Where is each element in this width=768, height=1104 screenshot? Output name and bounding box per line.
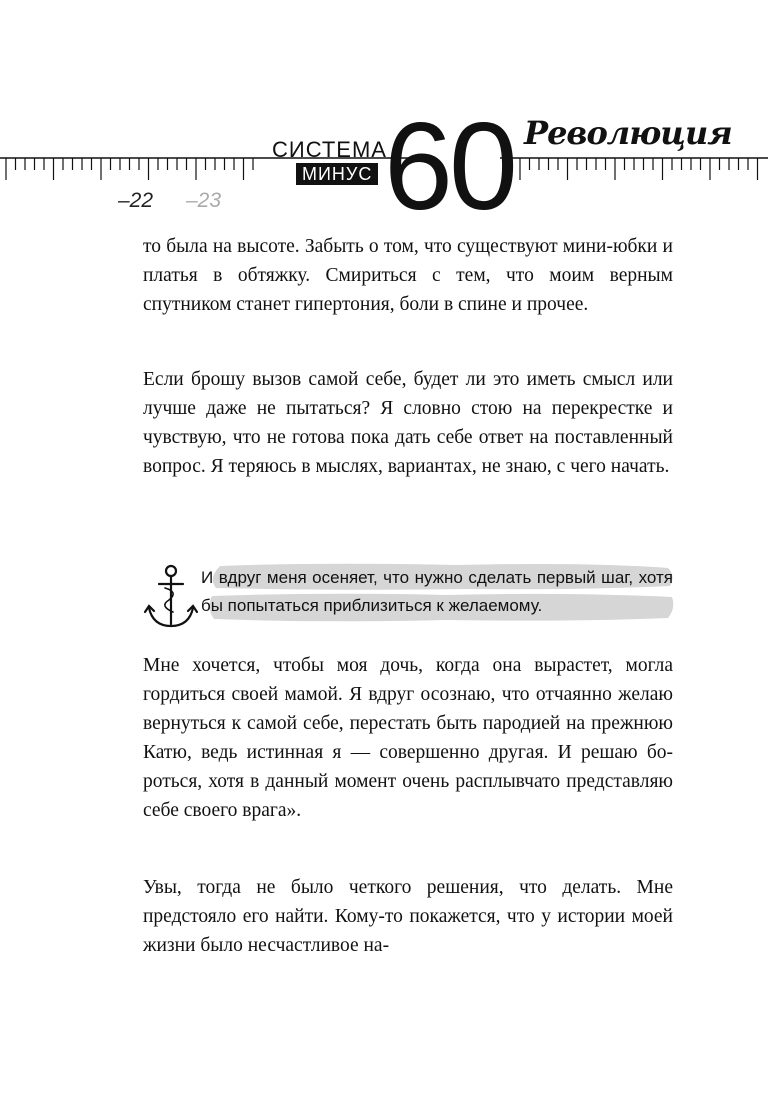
anchor-icon: [143, 562, 199, 634]
callout-text: И вдруг меня осеняет, что нужно сделать первый шаг, хотя бы попытаться приблизиться к желаемому.: [201, 568, 673, 615]
paragraph-1: то была на высоте. Забыть о том, что существуют мини-юбки и платья в обтяжку. Смириться с тем, что моим верным спутником станет гипертония, боли в спине и прочее.: [143, 236, 673, 315]
paragraph-4: Увы, тогда не было четкого решения, что делать. Мне предстояло его найти. Кому-то покажется, что у истории моей жизни было несчастливое на-: [143, 877, 673, 956]
logo-number: 60: [384, 98, 514, 236]
page-number-current: –22: [118, 189, 154, 212]
paragraph-2: Если брошу вызов самой себе, будет ли это иметь смысл или лучше даже не пытаться? Я словно стою на перекрестке и чувствую, что не готова пока дать себе ответ на поставленный вопрос. Я теряюсь в мыслях, вариантах, не знаю, с чего начать.: [143, 369, 673, 477]
paragraph-3: Мне хочется, чтобы моя дочь, когда она вырастет, могла гордиться своей мамой. Я вдруг осознаю, что отчаянно желаю вернуться к самой себе, перестать быть пародией на прежнюю Катю, ведь истинная я — совершенно другая. И решаю бороться, хотя в данный момент очень расплывчато представляю себе своего врага».: [143, 655, 673, 821]
page-number-next: –23: [186, 189, 222, 212]
logo-minus-text: МИНУС: [296, 163, 378, 185]
logo-system-text: СИСТЕМА: [272, 137, 387, 162]
section-title: Революция: [524, 114, 732, 152]
